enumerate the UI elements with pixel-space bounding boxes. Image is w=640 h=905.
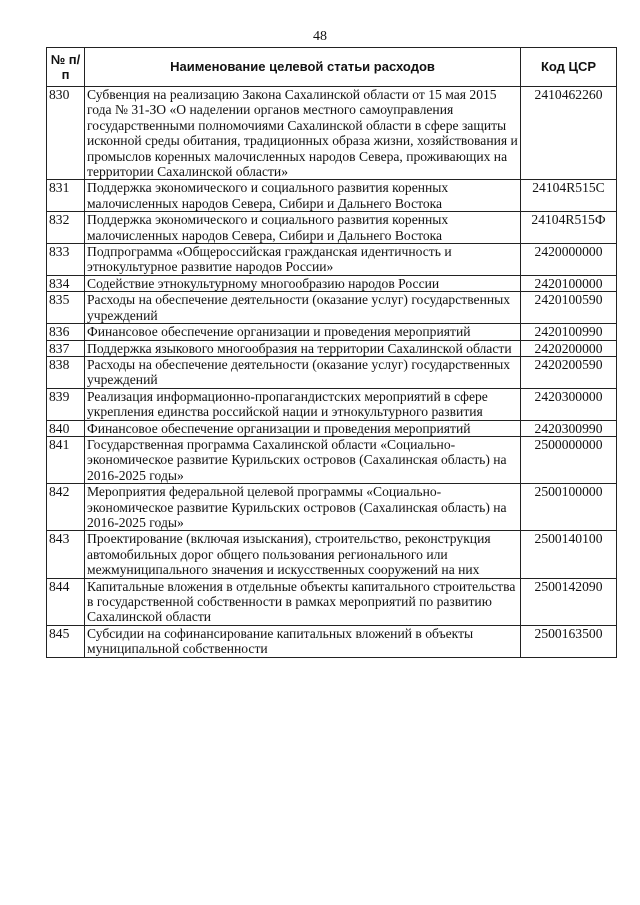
row-number: 840	[47, 420, 85, 436]
row-name: Субвенция на реализацию Закона Сахалинской области от 15 мая 2015 года № 31-ЗО «О наделении органов местного самоуправления государственными полномочиями Сахалинской области в сфере защиты исконной среды обитания, традиционных образа жизни, хозяйствования и промыслов коренных малочисленных народов Севера, проживающих на территории Сахалинской области»	[85, 87, 521, 180]
row-name: Содействие этнокультурному многообразию народов России	[85, 275, 521, 291]
table-row	[47, 356, 617, 388]
row-code: 2500163500	[521, 625, 617, 657]
row-code: 2420200590	[521, 356, 617, 388]
row-name: Расходы на обеспечение деятельности (оказание услуг) государственных учреждений	[85, 292, 521, 324]
table-row	[47, 420, 617, 436]
budget-table	[46, 47, 617, 658]
table-row	[47, 340, 617, 356]
row-number: 842	[47, 484, 85, 531]
row-name: Мероприятия федеральной целевой программы «Социально-экономическое развитие Курильских островов (Сахалинская область) на 2016-2025 годы»	[85, 484, 521, 531]
row-number: 841	[47, 436, 85, 483]
row-number: 833	[47, 244, 85, 276]
table-row	[47, 531, 617, 578]
row-code: 24104R515Ф	[521, 212, 617, 244]
table-row	[47, 292, 617, 324]
row-number: 832	[47, 212, 85, 244]
row-name: Реализация информационно-пропагандистских мероприятий в сфере укрепления единства российской нации и этнокультурного развития	[85, 388, 521, 420]
header-code: Код ЦСР	[521, 48, 617, 87]
row-name: Финансовое обеспечение организации и проведения мероприятий	[85, 420, 521, 436]
row-name: Поддержка экономического и социального развития коренных малочисленных народов Севера, Сибири и Дальнего Востока	[85, 180, 521, 212]
table-row	[47, 87, 617, 180]
table-row	[47, 324, 617, 340]
row-name: Расходы на обеспечение деятельности (оказание услуг) государственных учреждений	[85, 356, 521, 388]
table-body	[47, 87, 617, 658]
row-number: 834	[47, 275, 85, 291]
row-name: Подпрограмма «Общероссийская гражданская идентичность и этнокультурное развитие народов России»	[85, 244, 521, 276]
header-name: Наименование целевой статьи расходов	[85, 48, 521, 87]
row-code: 2500140100	[521, 531, 617, 578]
header-num: № п/п	[47, 48, 85, 87]
row-code: 2420000000	[521, 244, 617, 276]
row-code: 2420200000	[521, 340, 617, 356]
table-row	[47, 275, 617, 291]
table-header-row	[47, 48, 617, 87]
row-number: 831	[47, 180, 85, 212]
row-number: 844	[47, 578, 85, 625]
row-name: Финансовое обеспечение организации и проведения мероприятий	[85, 324, 521, 340]
row-number: 838	[47, 356, 85, 388]
row-name: Субсидии на софинансирование капитальных вложений в объекты муниципальной собственности	[85, 625, 521, 657]
row-code: 2410462260	[521, 87, 617, 180]
row-code: 2500142090	[521, 578, 617, 625]
row-number: 845	[47, 625, 85, 657]
row-code: 2420300000	[521, 388, 617, 420]
page-number: 48	[313, 29, 327, 44]
row-number: 830	[47, 87, 85, 180]
table-row	[47, 180, 617, 212]
row-code: 2420300990	[521, 420, 617, 436]
row-name: Капитальные вложения в отдельные объекты капитального строительства в государственной собственности в рамках мероприятий по развитию Сахалинской области	[85, 578, 521, 625]
row-number: 843	[47, 531, 85, 578]
row-number: 839	[47, 388, 85, 420]
row-name: Поддержка экономического и социального развития коренных малочисленных народов Севера, Сибири и Дальнего Востока	[85, 212, 521, 244]
table-row	[47, 578, 617, 625]
row-code: 24104R515C	[521, 180, 617, 212]
row-number: 836	[47, 324, 85, 340]
table-row	[47, 212, 617, 244]
row-name: Государственная программа Сахалинской области «Социально-экономическое развитие Курильских островов (Сахалинская область) на 2016-2025 годы»	[85, 436, 521, 483]
table-row	[47, 244, 617, 276]
table-row	[47, 436, 617, 483]
row-number: 835	[47, 292, 85, 324]
row-code: 2500100000	[521, 484, 617, 531]
row-code: 2500000000	[521, 436, 617, 483]
row-code: 2420100000	[521, 275, 617, 291]
row-code: 2420100590	[521, 292, 617, 324]
table-row	[47, 484, 617, 531]
table-row	[47, 625, 617, 657]
row-number: 837	[47, 340, 85, 356]
row-name: Поддержка языкового многообразия на территории Сахалинской области	[85, 340, 521, 356]
table-row	[47, 388, 617, 420]
row-code: 2420100990	[521, 324, 617, 340]
row-name: Проектирование (включая изыскания), строительство, реконструкция автомобильных дорог общего пользования регионального или межмуниципального значения и искусственных сооружений на них	[85, 531, 521, 578]
